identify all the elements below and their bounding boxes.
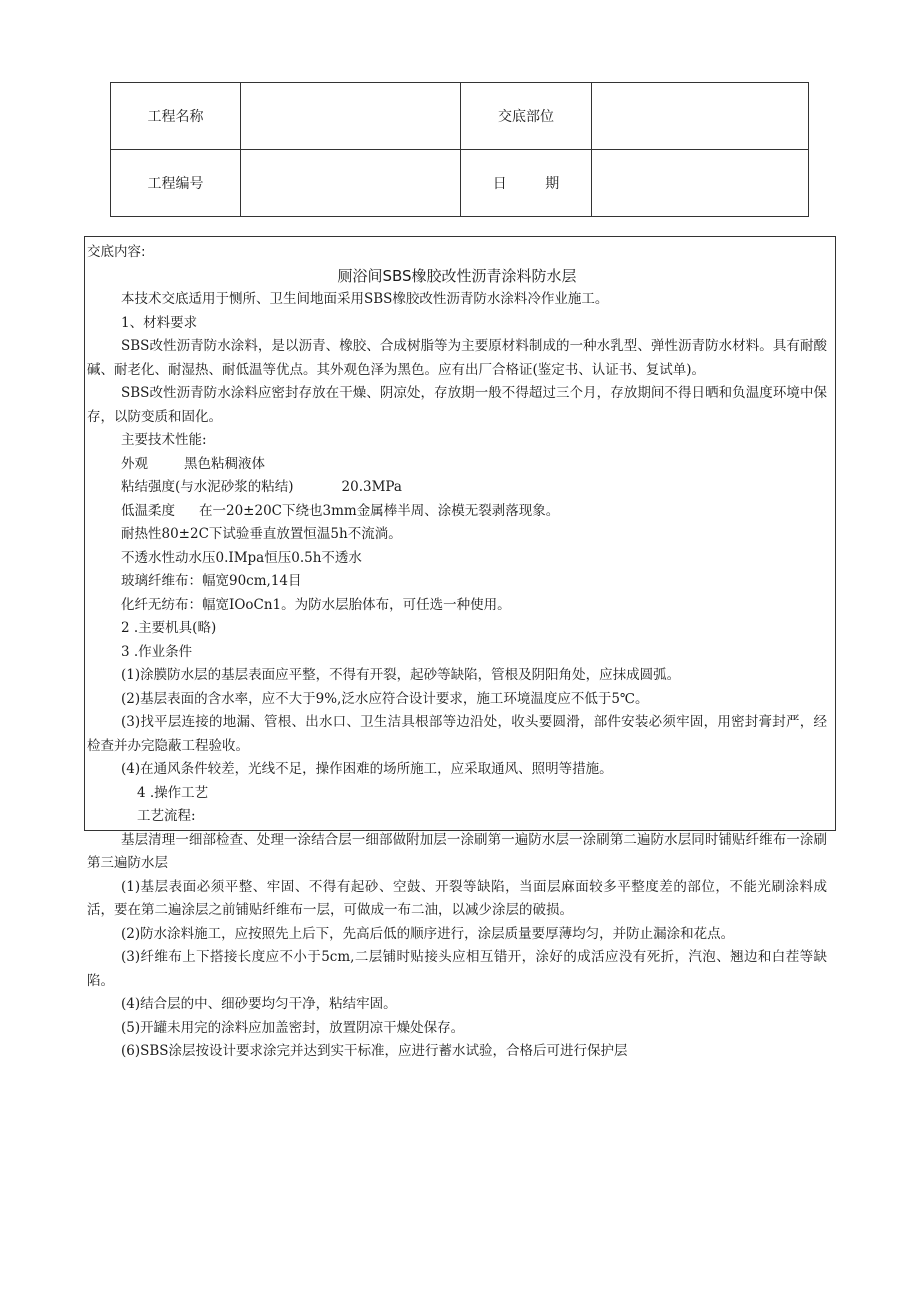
performance-appearance: [87, 453, 827, 477]
section-4-item-5: (5)开罐未用完的涂料应加盖密封，放置阴凉干燥处保存。: [121, 1019, 465, 1036]
section-3-item-4: (4)在通风条件较差，光线不足，操作困难的场所施工，应采取通风、照明等措施。: [121, 761, 613, 777]
section-1-paragraph-2: SBS改性沥青防水涂料应密封存放在干燥、阴凉处，存放期一般不得超过三个月，存放期间不得日晒和负温度环境中保存，以防变质和固化。: [87, 385, 827, 425]
section-3-item-1: (1)涂膜防水层的基层表面应平整，不得有开裂，起砂等缺陷，管根及阴阳角处，应抹成圆弧。: [121, 667, 681, 683]
bond-value: 20.3MPa: [341, 479, 402, 495]
handover-part-label: 交底部位: [461, 83, 592, 150]
performance-glass-fiber: 玻璃纤维布：幅宽90cm,14目: [121, 573, 302, 589]
performance-lowtemp: [87, 500, 827, 524]
performance-water: 不透水性动水压0.IMpa恒压0.5h不透水: [121, 549, 362, 566]
document-title: 厕浴间SBS橡胶改性沥青涂料防水层: [337, 266, 577, 285]
appearance-label: 外观: [121, 455, 148, 472]
section-4-item-1: (1)基层表面必须平整、牢固、不得有起砂、空鼓、开裂等缺陷，当面层麻面较多平整度差的部位，不能光刷涂料成活，要在第二遍涂层之前铺贴纤维布一层，可做成一布二油，以减少涂层的破损。: [87, 878, 827, 918]
handover-content: [87, 241, 827, 1064]
date-label: 日 期: [461, 150, 592, 217]
lowtemp-label: 低温柔度: [121, 502, 175, 519]
performance-heading: 主要技术性能:: [121, 432, 207, 448]
project-name-value: [241, 83, 461, 150]
project-no-label: 工程编号: [111, 150, 241, 217]
section-4-item-2: (2)防水涂料施工，应按照先上后下，先高后低的顺序进行，涂层质量要厚薄均匀，并防止漏涂和花点。: [121, 925, 735, 942]
section-2-heading: 2 .主要机具(略): [121, 620, 217, 636]
project-no-value: [241, 150, 461, 217]
section-4-item-6: (6)SBS涂层按设计要求涂完并达到实干标准，应进行蓄水试验，合格后可进行保护层: [121, 1043, 628, 1059]
section-4-item-3: (3)纤维布上下搭接长度应不小于5cm,二层铺时贴接头应相互错开，涂好的成活应没有死折，汽泡、翘边和白茬等缺陷。: [87, 949, 827, 989]
project-name-label: 工程名称: [111, 83, 241, 150]
appearance-value: 黑色粘稠液体: [184, 455, 265, 472]
section-1-heading: 1、材料要求: [121, 314, 198, 331]
content-label: 交底内容:: [87, 244, 146, 260]
process-flow-heading: 工艺流程:: [137, 808, 196, 824]
section-3-heading: 3 .作业条件: [121, 643, 193, 660]
section-1-paragraph-1: SBS改性沥青防水涂料，是以沥青、橡胶、合成树脂等为主要原材料制成的一种水乳型、弹性沥青防水材料。具有耐酸碱、耐老化、耐湿热、耐低温等优点。其外观色泽为黑色。应有出厂合格证(鉴定书、认证书、复试单)。: [87, 338, 827, 378]
lowtemp-value: 在一20±20C下绕也3mm金属棒半周、涂模无裂剥落现象。: [199, 502, 560, 519]
handover-part-value: [592, 83, 809, 150]
process-flow: 基层清理一细部检查、处理一涂结合层一细部做附加层一涂刷第一遍防水层一涂刷第二遍防水层同时铺贴纤维布一涂刷第三遍防水层: [87, 831, 827, 871]
bond-label: 粘结强度(与水泥砂浆的粘结): [121, 479, 294, 495]
performance-nonwoven: 化纤无纺布：幅宽IOoCn1。为防水层胎体布，可任选一种使用。: [121, 596, 511, 613]
table-row: [111, 83, 809, 150]
section-4-heading: 4 .操作工艺: [137, 784, 209, 801]
section-4-item-4: (4)结合层的中、细砂要均匀干净，粘结牢固。: [121, 996, 397, 1012]
performance-bond: [87, 476, 827, 500]
section-3-item-2: (2)基层表面的含水率，应不大于9%,泛水应符合设计要求，施工环境温度应不低于5℃。: [121, 690, 649, 707]
project-info-table: [110, 82, 809, 217]
handover-content-box: [84, 236, 836, 1059]
performance-heat: 耐热性80±2C下试验垂直放置恒温5h不流淌。: [121, 526, 402, 542]
date-value: [592, 150, 809, 217]
table-row: [111, 150, 809, 217]
intro-paragraph: 本技术交底适用于恻所、卫生间地面采用SBS橡胶改性沥青防水涂料冷作业施工。: [121, 291, 609, 307]
section-3-item-3: (3)找平层连接的地漏、管根、出水口、卫生洁具根部等边沿处，收头要圆滑，部件安装必须牢固，用密封膏封严，经检查并办完隐蔽工程验收。: [87, 714, 827, 754]
